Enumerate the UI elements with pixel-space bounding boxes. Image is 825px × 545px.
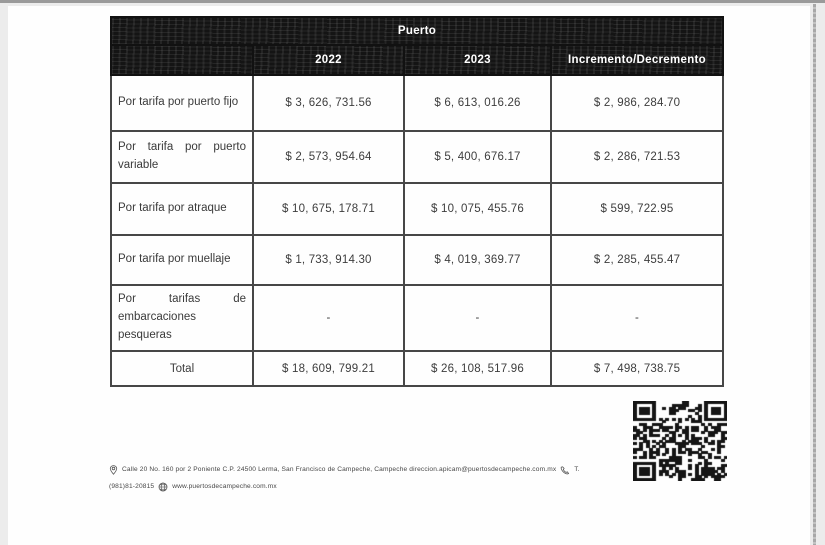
footer-line-1 bbox=[109, 465, 649, 475]
total-label-cell: Total bbox=[111, 351, 253, 386]
value-cell: - bbox=[404, 285, 551, 351]
value-cell: $ 2, 573, 954.64 bbox=[253, 131, 404, 183]
footer bbox=[109, 465, 649, 499]
scan-right-edge bbox=[813, 4, 816, 545]
globe-icon bbox=[158, 482, 168, 492]
footer-website: www.puertosdecampeche.com.mx bbox=[172, 482, 277, 490]
table-row bbox=[111, 131, 723, 183]
value-cell: $ 10, 675, 178.71 bbox=[253, 183, 404, 235]
value-cell: $ 1, 733, 914.30 bbox=[253, 235, 404, 285]
total-value-cell: $ 26, 108, 517.96 bbox=[404, 351, 551, 386]
table-row bbox=[111, 285, 723, 351]
footer-phone: (981)81-20815 bbox=[109, 482, 155, 490]
value-cell: $ 4, 019, 369.77 bbox=[404, 235, 551, 285]
table-row bbox=[111, 75, 723, 131]
footer-line-2 bbox=[109, 482, 649, 492]
table-title: Puerto bbox=[111, 17, 723, 45]
footer-phone-prefix: T. bbox=[574, 465, 580, 473]
table-row bbox=[111, 235, 723, 285]
row-label-cell: Por tarifas de embarcaciones pesqueras bbox=[111, 285, 253, 351]
value-cell: - bbox=[551, 285, 723, 351]
value-cell: $ 2, 986, 284.70 bbox=[551, 75, 723, 131]
col-header-blank bbox=[111, 45, 253, 75]
phone-handset-icon bbox=[560, 466, 570, 475]
total-value-cell: $ 7, 498, 738.75 bbox=[551, 351, 723, 386]
table-title-row bbox=[111, 17, 723, 45]
row-label-cell: Por tarifa por puerto fijo bbox=[111, 75, 253, 131]
value-cell: $ 3, 626, 731.56 bbox=[253, 75, 404, 131]
qr-code bbox=[633, 401, 727, 481]
col-header-incremento: Incremento/Decremento bbox=[551, 45, 723, 75]
tariff-table bbox=[110, 16, 724, 387]
scan-top-edge bbox=[0, 0, 825, 3]
row-label-cell: Por tarifa por puerto variable bbox=[111, 131, 253, 183]
value-cell: $ 2, 286, 721.53 bbox=[551, 131, 723, 183]
location-pin-icon bbox=[109, 465, 118, 475]
total-value-cell: $ 18, 609, 799.21 bbox=[253, 351, 404, 386]
value-cell: $ 2, 285, 455.47 bbox=[551, 235, 723, 285]
table-header-row bbox=[111, 45, 723, 75]
col-header-2023: 2023 bbox=[404, 45, 551, 75]
value-cell: $ 6, 613, 016.26 bbox=[404, 75, 551, 131]
table-row bbox=[111, 183, 723, 235]
value-cell: $ 5, 400, 676.17 bbox=[404, 131, 551, 183]
document-page bbox=[8, 6, 810, 545]
row-label-cell: Por tarifa por muellaje bbox=[111, 235, 253, 285]
value-cell: $ 10, 075, 455.76 bbox=[404, 183, 551, 235]
value-cell: - bbox=[253, 285, 404, 351]
footer-address: Calle 20 No. 160 por 2 Poniente C.P. 24500 Lerma, San Francisco de Campeche, Campeche direccion.apicam@puertosdecampeche.com.mx bbox=[122, 465, 557, 473]
table-total-row bbox=[111, 351, 723, 386]
row-label-cell: Por tarifa por atraque bbox=[111, 183, 253, 235]
value-cell: $ 599, 722.95 bbox=[551, 183, 723, 235]
col-header-2022: 2022 bbox=[253, 45, 404, 75]
